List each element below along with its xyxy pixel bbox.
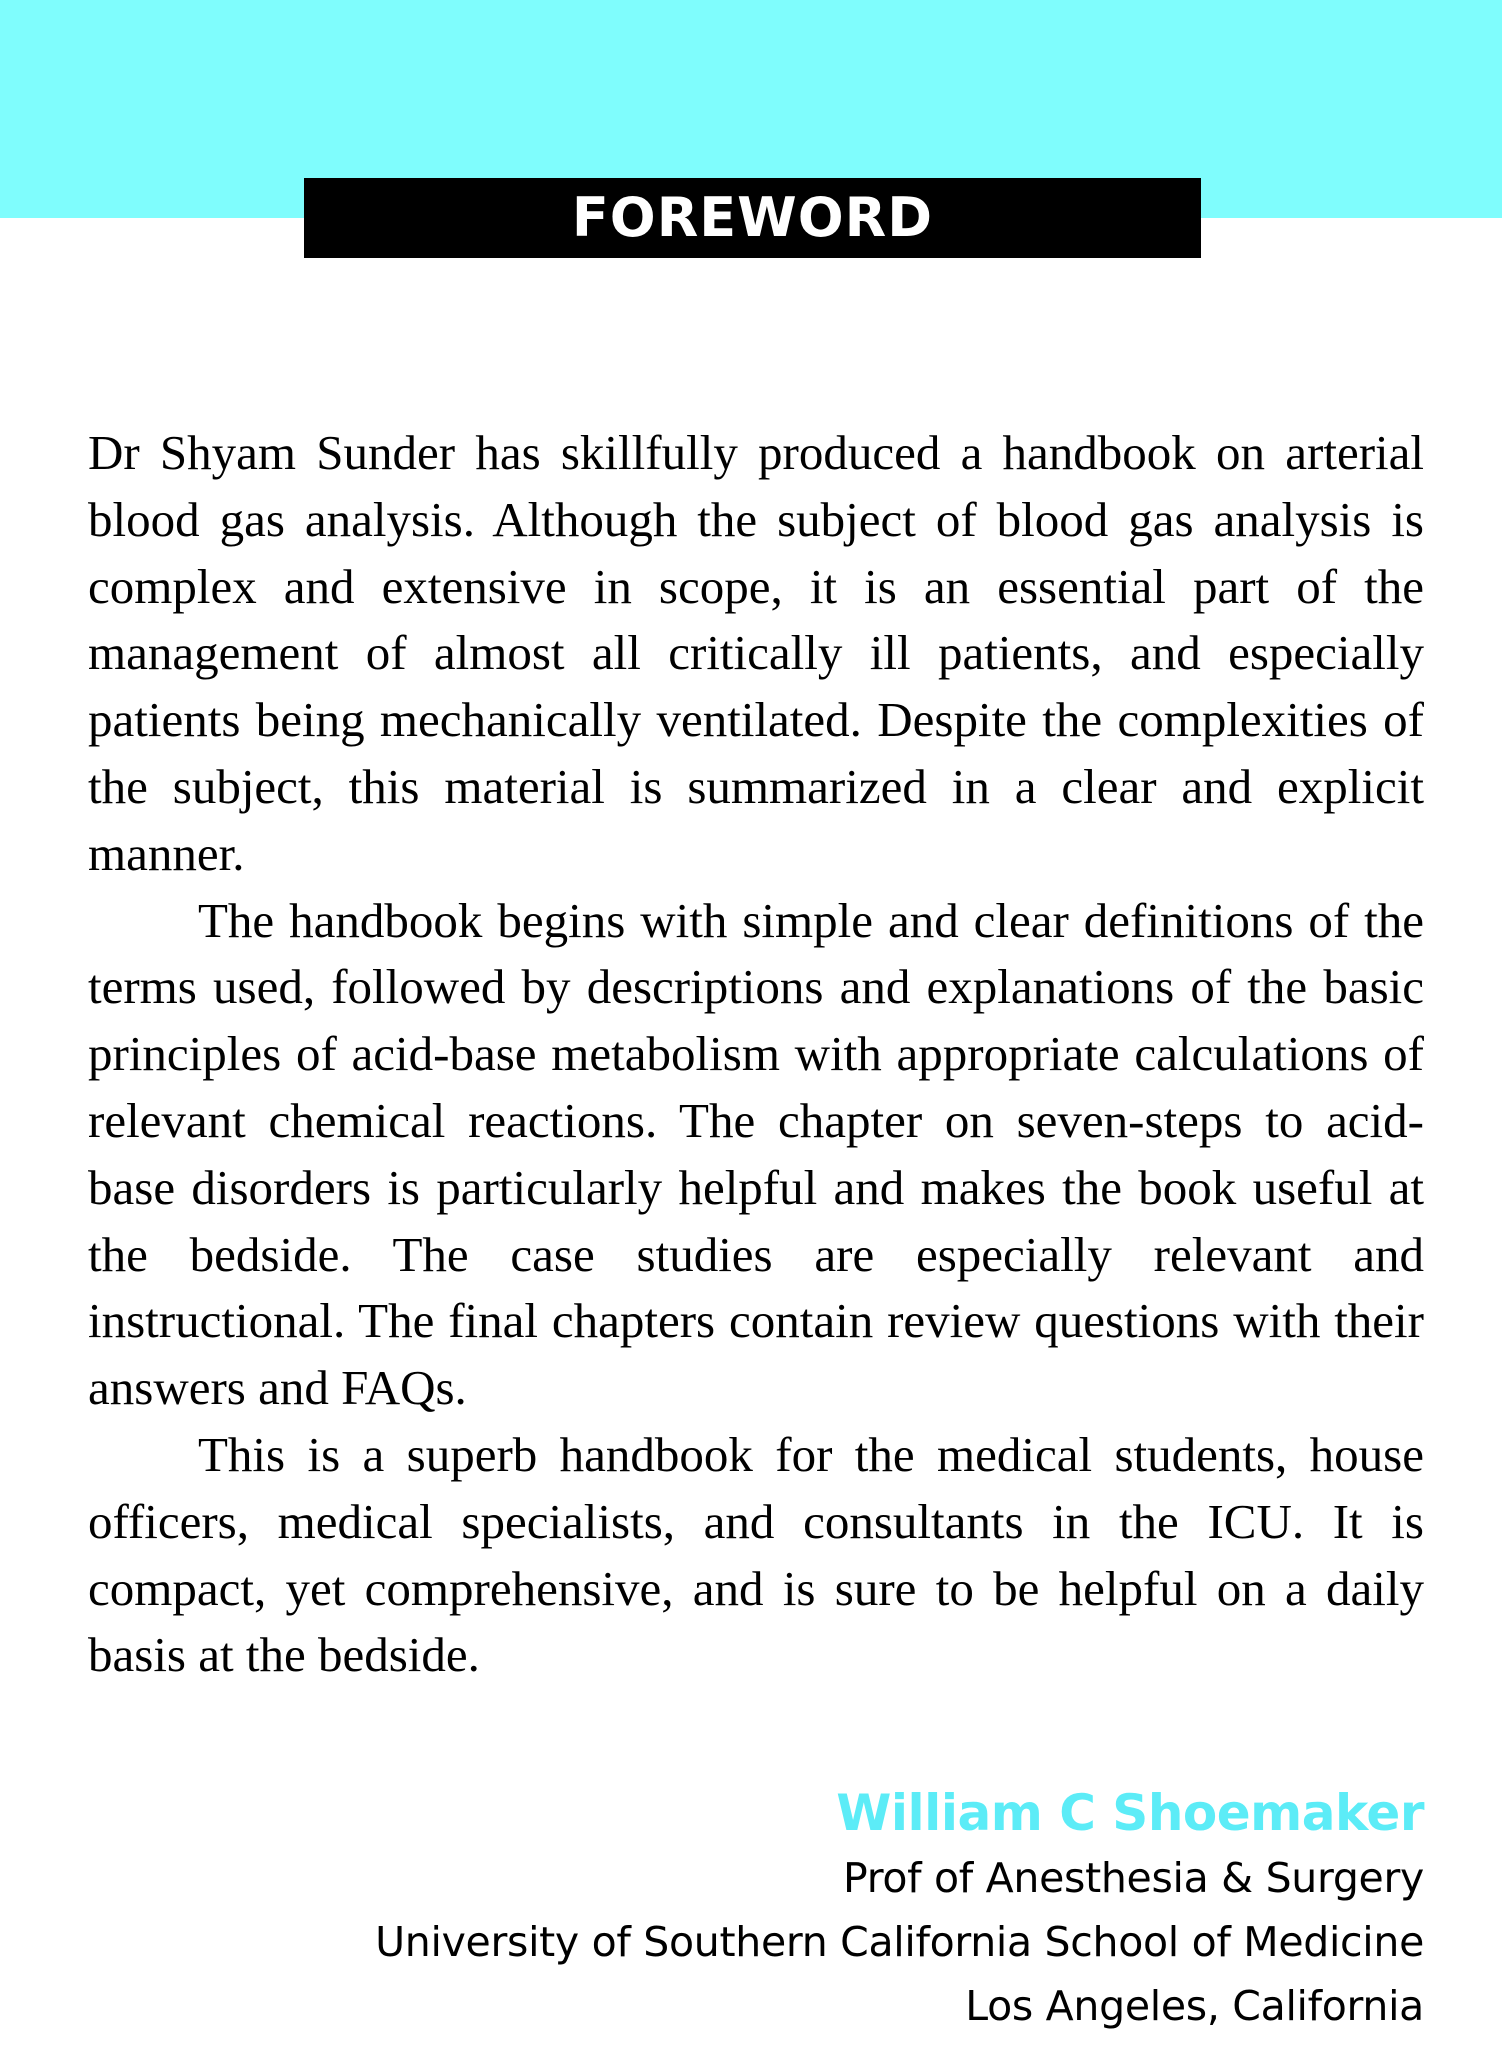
paragraph-1: Dr Shyam Sunder has skillfully produced a handbook on arterial blood gas analysis. Although the subject of blood gas analysis is complex and extensive in scope, it is an essential part of the management of almost all critically ill patients, and especially patients being mechanically ventilated. Despite the complexities of the subject, this material is summarized in a clear and explicit manner.	[88, 425, 1424, 881]
signature-institution: University of Southern California School of Medicine	[375, 1918, 1424, 1966]
signature-location: Los Angeles, California	[965, 1982, 1424, 2030]
signature-title: Prof of Anesthesia & Surgery	[843, 1854, 1424, 1902]
page-title: FOREWORD	[304, 178, 1201, 258]
foreword-body	[88, 420, 1424, 1689]
paragraph-3: This is a superb handbook for the medical students, house officers, medical specialists, and consultants in the ICU. It is compact, yet comprehensive, and is sure to be helpful on a daily basis at the bedside.	[88, 1426, 1424, 1683]
signature-name: William C Shoemaker	[836, 1784, 1424, 1842]
signature-block	[375, 1780, 1424, 2038]
paragraph-2: The handbook begins with simple and clear definitions of the terms used, followed by descriptions and explanations of the basic principles of acid-base metabolism with appropriate calculations of relevant chemical reactions. The chapter on seven-steps to acid-base disorders is particularly helpful and makes the book useful at the bedside. The case studies are especially relevant and instructional. The final chapters contain review questions with their answers and FAQs.	[88, 892, 1424, 1416]
